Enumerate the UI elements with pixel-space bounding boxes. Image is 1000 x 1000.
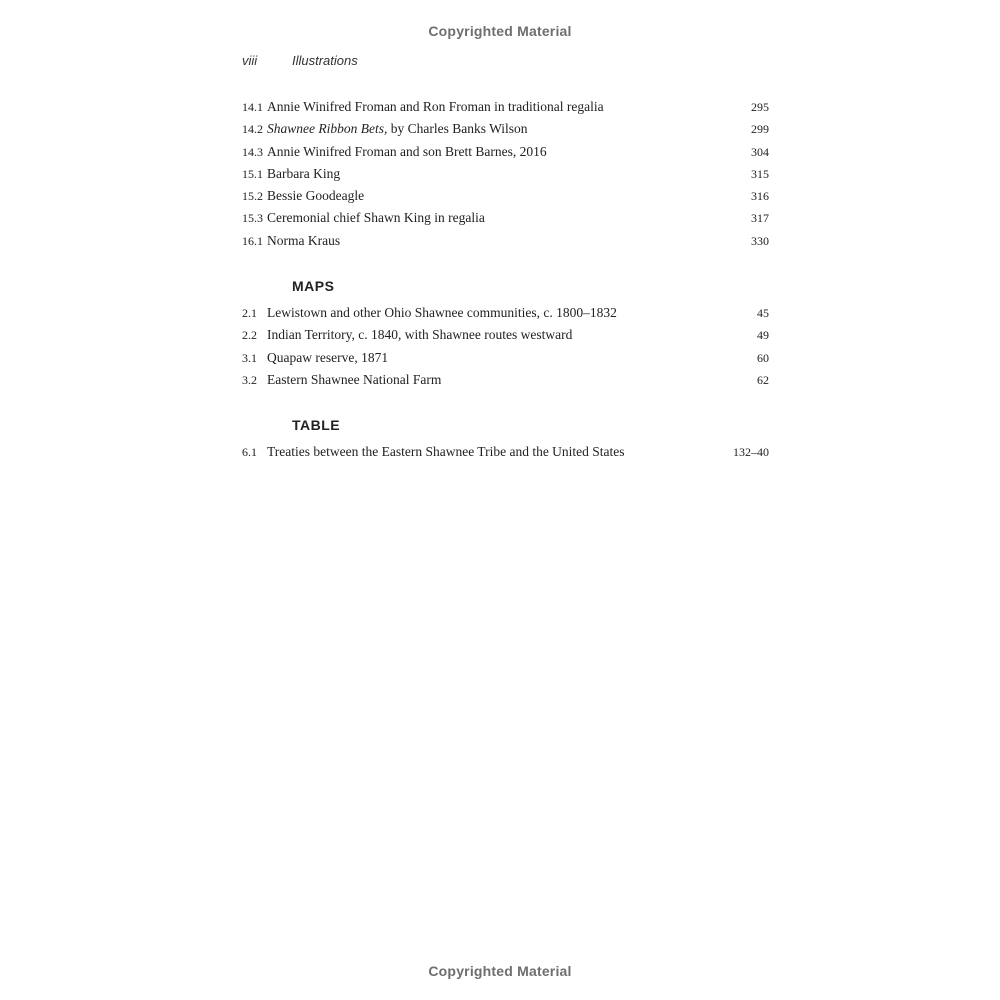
table-heading: TABLE (292, 417, 341, 433)
page-folio: viii (242, 53, 258, 68)
entry-page: 330 (751, 233, 769, 248)
running-head-title: Illustrations (292, 53, 358, 68)
list-item (242, 185, 769, 207)
entry-title-italic: Shawnee Ribbon Bets, (267, 121, 388, 137)
maps-heading: MAPS (292, 278, 335, 294)
entry-title: Lewistown and other Ohio Shawnee communities, c. 1800–1832 (267, 305, 617, 320)
illustrations-list (242, 96, 769, 252)
entry-page: 62 (757, 372, 769, 387)
entry-number: 15.1 (242, 166, 263, 181)
entry-title: Barbara King (267, 165, 341, 181)
entry-page: 317 (751, 211, 769, 226)
list-item (242, 441, 769, 463)
copyright-watermark-bottom: Copyrighted Material (428, 963, 572, 979)
entry-page: 316 (751, 189, 769, 204)
entry-number: 14.2 (242, 122, 263, 137)
entry-number: 2.2 (242, 328, 257, 343)
list-item (242, 369, 769, 391)
entry-page: 45 (757, 306, 769, 320)
running-head (242, 53, 358, 68)
entry-title: Annie Winifred Froman and son Brett Barnes, 2016 (267, 143, 547, 159)
entry-page: 315 (751, 166, 769, 181)
entry-page: 304 (751, 144, 769, 159)
list-item (242, 141, 769, 163)
entry-title: Eastern Shawnee National Farm (267, 371, 442, 387)
list-item (242, 230, 769, 252)
copyright-watermark-top: Copyrighted Material (428, 23, 572, 39)
list-item (242, 163, 769, 185)
list-item (242, 207, 769, 229)
entry-number: 14.3 (242, 144, 263, 159)
entry-page: 60 (757, 350, 769, 365)
entry-number: 16.1 (242, 233, 263, 248)
entry-number: 3.2 (242, 372, 257, 387)
entry-number: 15.3 (242, 211, 263, 226)
maps-list (242, 302, 769, 391)
entry-page: 295 (751, 100, 769, 114)
entry-page: 299 (751, 122, 769, 137)
entry-number: 15.2 (242, 189, 263, 204)
entry-number: 6.1 (242, 445, 257, 459)
entry-title: Treaties between the Eastern Shawnee Tribe and the United States (267, 444, 625, 459)
entry-number: 2.1 (242, 306, 257, 320)
entry-title (267, 118, 528, 140)
entry-title-rest: by Charles Banks Wilson (387, 121, 528, 137)
tables-list (242, 441, 769, 463)
list-item (242, 302, 769, 324)
list-item (242, 324, 769, 346)
entry-title: Annie Winifred Froman and Ron Froman in traditional regalia (267, 99, 604, 114)
entry-title: Indian Territory, c. 1840, with Shawnee routes westward (267, 327, 573, 343)
list-item (242, 96, 769, 118)
entry-page: 49 (757, 328, 769, 343)
entry-title: Norma Kraus (267, 232, 341, 248)
entry-page: 132–40 (733, 445, 769, 459)
list-item (242, 347, 769, 369)
entry-number: 3.1 (242, 350, 257, 365)
list-item (242, 118, 769, 140)
entry-title: Bessie Goodeagle (267, 188, 365, 204)
entry-title: Ceremonial chief Shawn King in regalia (267, 210, 485, 226)
entry-title: Quapaw reserve, 1871 (267, 349, 389, 365)
entry-number: 14.1 (242, 100, 263, 114)
